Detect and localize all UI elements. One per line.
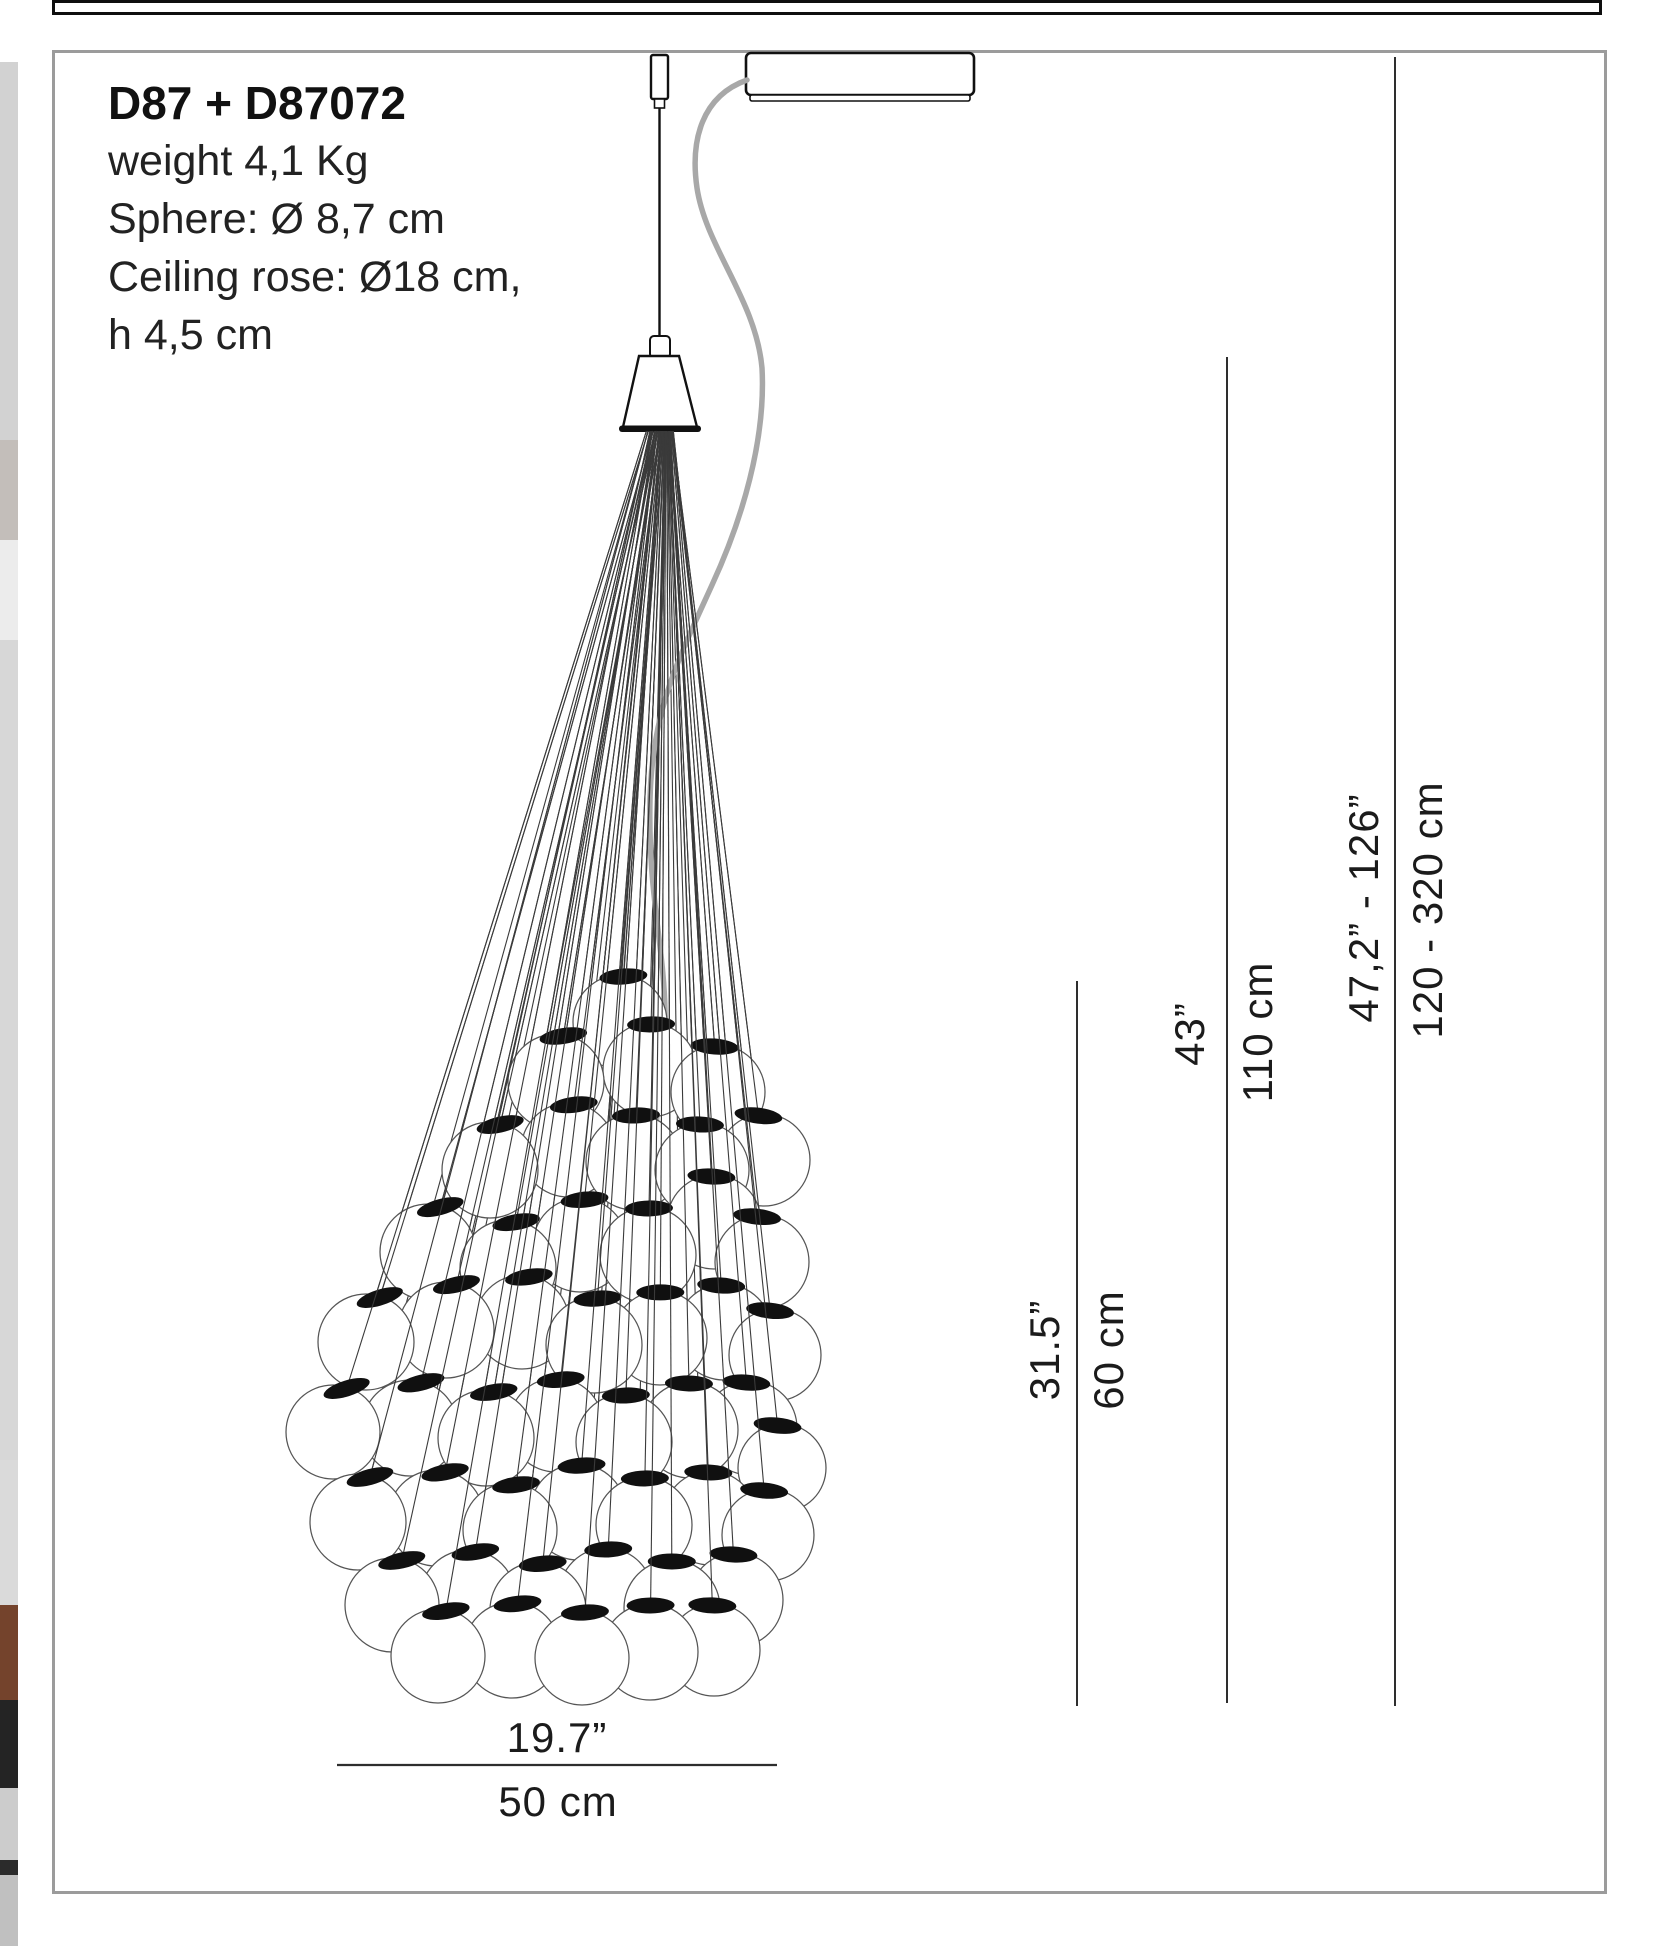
suspension-string [672, 431, 758, 1116]
ceiling-stem [651, 55, 668, 99]
canopy-top-cap [650, 336, 670, 358]
power-cable [650, 80, 763, 1128]
product-weight-line: weight 4,1 Kg [108, 137, 369, 185]
canopy-cone [623, 356, 697, 427]
label-60cm-inches: 31.5” [1021, 1299, 1068, 1401]
ceiling-stem-connector [655, 99, 665, 108]
label-120-320cm-metric: 120 - 320 cm [1404, 781, 1451, 1039]
glass-sphere [391, 1609, 485, 1703]
label-60cm-metric: 60 cm [1085, 1290, 1132, 1410]
glass-sphere [535, 1611, 629, 1705]
label-110cm-inches: 43” [1166, 1002, 1213, 1066]
product-ceiling-rose-line: Ceiling rose: Ø18 cm, [108, 253, 522, 301]
label-50cm-metric: 50 cm [498, 1778, 618, 1825]
product-sphere-line: Sphere: Ø 8,7 cm [108, 195, 445, 243]
glass-sphere [318, 1294, 414, 1390]
glass-sphere [286, 1385, 380, 1479]
power-supply-box [746, 53, 974, 95]
sphere-cluster [286, 431, 826, 1705]
product-ceiling-rose-height-line: h 4,5 cm [108, 311, 273, 359]
product-code-title: D87 + D87072 [108, 77, 406, 129]
label-120-320cm-inches: 47,2” - 126” [1340, 793, 1387, 1023]
label-50cm-inches: 19.7” [506, 1714, 608, 1761]
power-supply-box-lid [750, 95, 970, 101]
label-110cm-metric: 110 cm [1234, 961, 1281, 1103]
